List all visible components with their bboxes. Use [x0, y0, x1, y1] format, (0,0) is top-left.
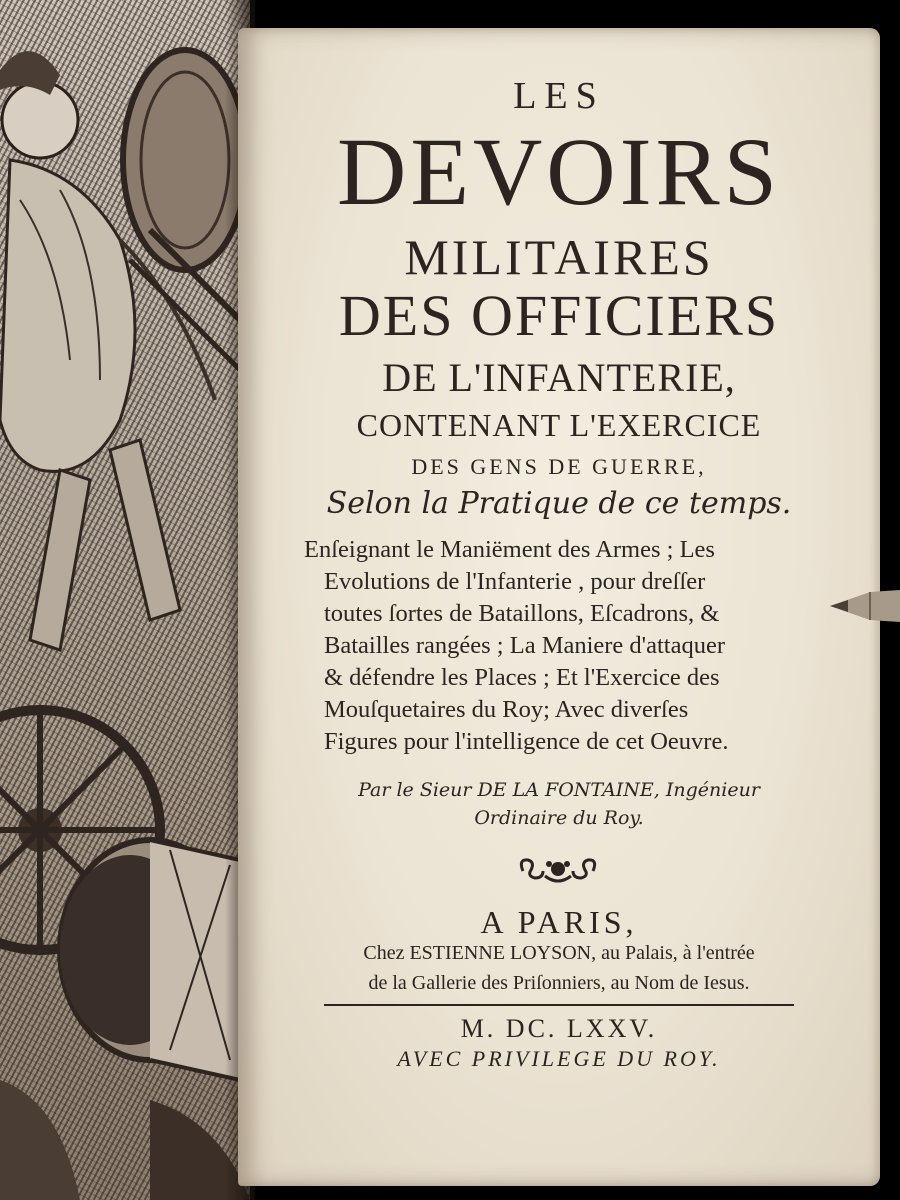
title-line-officiers: DES OFFICIERS	[338, 283, 780, 348]
author-line: Ordinaire du Roy.	[474, 807, 644, 829]
imprint-date: M. DC. LXXV.	[460, 1014, 658, 1043]
imprint-publisher-line: Chez ESTIENNE LOYSON, au Palais, à l'entrée	[363, 942, 755, 964]
subtitle-line-selon: Selon la Pratique de ce temps.	[326, 486, 792, 521]
frontispiece-engraving	[0, 0, 250, 1200]
description-line: Mouſquetaires du Roy; Avec diverſes	[324, 696, 689, 723]
engraving-illustration	[0, 0, 250, 1200]
title-line-infanterie: DE L'INFANTERIE,	[382, 355, 736, 400]
imprint-privilege: AVEC PRIVILEGE DU ROY.	[397, 1046, 721, 1071]
subtitle-line-gens: DES GENS DE GUERRE,	[411, 454, 707, 479]
imprint-place: A PARIS,	[480, 904, 638, 940]
pencil-tip-icon	[830, 586, 900, 626]
printer-ornament-icon	[513, 854, 603, 888]
description-line: Evolutions de l'Infanterie , pour dreſſer	[324, 568, 706, 595]
author-credit	[238, 776, 880, 832]
description-block	[304, 534, 864, 758]
description-line: Batailles rangées ; La Maniere d'attaquer	[324, 632, 725, 659]
description-line: Enſeignant le Maniëment des Armes ; Les	[304, 536, 715, 563]
description-line: & défendre les Places ; Et l'Exercice des	[324, 664, 720, 691]
author-line: Par le Sieur DE LA FONTAINE, Ingénieur	[358, 779, 760, 801]
imprint-divider	[324, 1004, 794, 1006]
imprint-publisher-line: de la Gallerie des Priſonniers, au Nom de Iesus.	[368, 972, 750, 994]
description-line: Figures pour l'intelligence de cet Oeuvre.	[324, 728, 729, 755]
title-line-militaires: MILITAIRES	[404, 229, 714, 285]
title-line-devoirs: DEVOIRS	[336, 118, 781, 225]
subtitle-line-contenant: CONTENANT L'EXERCICE	[356, 407, 762, 443]
description-line: toutes ſortes de Bataillons, Eſcadrons, &	[324, 600, 720, 627]
title-line-les: LES	[513, 75, 605, 117]
title-page	[238, 28, 880, 1186]
